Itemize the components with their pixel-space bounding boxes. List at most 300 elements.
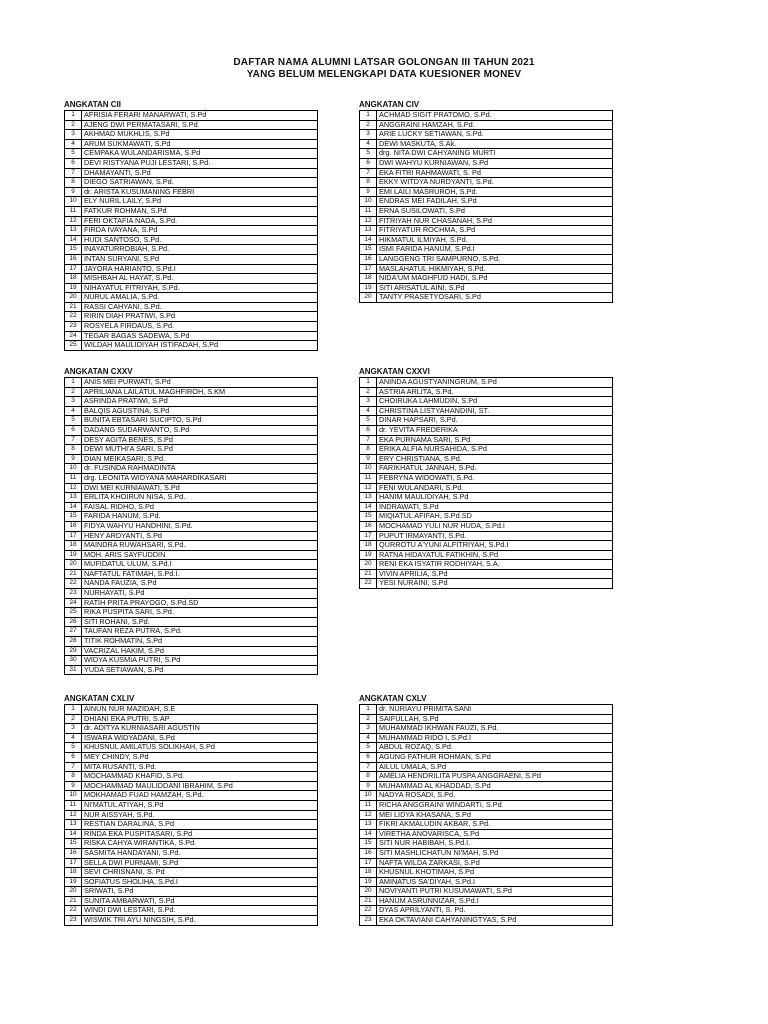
table-row <box>360 800 613 810</box>
row-number: 25 <box>65 608 82 618</box>
table-row <box>360 877 613 887</box>
alumni-name: SRIWATI, S.Pd <box>82 887 318 897</box>
table-row <box>65 887 318 897</box>
table-row <box>65 772 318 782</box>
row-number: 18 <box>360 274 377 284</box>
alumni-name: JAYORA HARIANTO, S.Pd.I <box>82 264 318 274</box>
row-number: 16 <box>360 521 377 531</box>
table-row <box>65 733 318 743</box>
row-number: 17 <box>360 858 377 868</box>
table-row <box>360 560 613 570</box>
alumni-name: INTAN SURYANI, S.Pd <box>82 254 318 264</box>
table-row <box>360 111 613 121</box>
section-angkatan-cxliv <box>64 694 318 926</box>
alumni-name: FITRIYAH NUR CHASANAH, S.Pd <box>377 216 613 226</box>
table-row <box>65 197 318 207</box>
row-number: 19 <box>360 877 377 887</box>
row-number: 31 <box>65 665 82 675</box>
table-row <box>65 226 318 236</box>
alumni-name: SASMITA HANDAYANI, S.Pd. <box>82 848 318 858</box>
alumni-name: AKHMAD MUKHLIS, S.Pd <box>82 130 318 140</box>
row-number: 2 <box>65 120 82 130</box>
alumni-name: RATNA HIDAYATUL FATIKHIN, S.Pd <box>377 550 613 560</box>
row-number: 16 <box>360 848 377 858</box>
table-row <box>65 331 318 341</box>
table-row <box>65 656 318 666</box>
table-row <box>360 752 613 762</box>
row-number: 23 <box>65 916 82 926</box>
row-number: 6 <box>65 425 82 435</box>
table-row <box>360 445 613 455</box>
row-number: 13 <box>360 820 377 830</box>
table-row <box>65 608 318 618</box>
table-row <box>65 579 318 589</box>
alumni-name: drg. NITA DWI CAHYANING MURTI <box>377 149 613 159</box>
table-row <box>360 216 613 226</box>
alumni-name: FITRIYATUR ROCHMA, S.Pd <box>377 226 613 236</box>
row-number: 7 <box>65 168 82 178</box>
table-row <box>360 762 613 772</box>
alumni-name: EMI LAILI MASRUROH, S.Pd. <box>377 187 613 197</box>
alumni-name: TITIK ROHMATIN, S.Pd <box>82 637 318 647</box>
alumni-name: CHRISTINA LISTYAHANDINI, ST. <box>377 406 613 416</box>
alumni-name: RENI EKA ISYATIR RODHIYAH, S.A. <box>377 560 613 570</box>
alumni-name: AMELIA HENDRILITA PUSPA ANGGRAENI, S.Pd <box>377 772 613 782</box>
row-number: 18 <box>65 868 82 878</box>
alumni-name: DWI MEI KURNIAWATI, S.Pd <box>82 483 318 493</box>
table-row <box>360 187 613 197</box>
alumni-name: RIKA PUSPITA SARI, S.Pd. <box>82 608 318 618</box>
row-number: 13 <box>65 493 82 503</box>
table-row <box>65 646 318 656</box>
row-number: 9 <box>360 781 377 791</box>
row-number: 8 <box>65 178 82 188</box>
row-number: 21 <box>65 569 82 579</box>
row-number: 15 <box>65 512 82 522</box>
alumni-name: FIDYA WAHYU HANDHINI, S.Pd. <box>82 521 318 531</box>
row-number: 23 <box>65 322 82 332</box>
table-row <box>360 550 613 560</box>
alumni-name: NI'MATUL ATIYAH, S.Pd <box>82 800 318 810</box>
table-row <box>360 541 613 551</box>
row-number: 12 <box>360 483 377 493</box>
table-row <box>65 245 318 255</box>
table-row <box>360 168 613 178</box>
alumni-name: EKA OKTAVIANI CAHYANINGTYAS, S.Pd <box>377 916 613 926</box>
alumni-table <box>359 377 613 589</box>
table-row <box>65 541 318 551</box>
row-number: 3 <box>65 724 82 734</box>
table-row <box>65 264 318 274</box>
row-number: 12 <box>360 810 377 820</box>
table-row <box>65 589 318 599</box>
row-number: 13 <box>360 493 377 503</box>
alumni-name: FAISAL RIDHO, S.Pd <box>82 502 318 512</box>
alumni-name: ERLITA KHOIRUN NISA, S.Pd. <box>82 493 318 503</box>
section-heading: ANGKATAN CIV <box>359 100 420 109</box>
table-row <box>65 714 318 724</box>
alumni-name: DIAN MEIKASARI, S.Pd. <box>82 454 318 464</box>
alumni-name: DESY AGITA BENES, S.Pd <box>82 435 318 445</box>
row-number: 13 <box>360 226 377 236</box>
table-row <box>360 493 613 503</box>
table-row <box>360 206 613 216</box>
row-number: 18 <box>360 541 377 551</box>
row-number: 23 <box>65 589 82 599</box>
table-row <box>360 579 613 589</box>
row-number: 26 <box>65 617 82 627</box>
alumni-name: MISHBAH AL HAYAT, S.Pd. <box>82 274 318 284</box>
alumni-name: EKKY WITDYA NURDYANTI, S.Pd. <box>377 178 613 188</box>
table-row <box>65 829 318 839</box>
section-angkatan-cxxvi <box>359 367 613 589</box>
alumni-name: DEVI RISTYANA PUJI LESTARI, S.Pd. <box>82 158 318 168</box>
row-number: 2 <box>360 120 377 130</box>
alumni-name: FARIKHATUL JANNAH, S.Pd. <box>377 464 613 474</box>
section-heading: ANGKATAN CXXV <box>64 367 133 376</box>
table-row <box>360 425 613 435</box>
table-row <box>360 406 613 416</box>
row-number: 9 <box>65 454 82 464</box>
table-row <box>360 829 613 839</box>
table-row <box>65 283 318 293</box>
row-number: 18 <box>65 541 82 551</box>
alumni-name: DEWI MASKUTA, S.Ak. <box>377 139 613 149</box>
alumni-name: SEVI CHRISNANI, S. Pd <box>82 868 318 878</box>
row-number: 3 <box>360 130 377 140</box>
table-row <box>360 139 613 149</box>
table-row <box>360 149 613 159</box>
alumni-name: MEY CHINDY, S.Pd <box>82 752 318 762</box>
alumni-name: TEGAR BAGAS SADEWA, S.Pd <box>82 331 318 341</box>
row-number: 16 <box>65 521 82 531</box>
alumni-name: FEBRYNA WIDOWATI, S.Pd. <box>377 473 613 483</box>
table-row <box>65 839 318 849</box>
row-number: 9 <box>360 454 377 464</box>
alumni-name: EKA PURNAMA SARI, S.Pd <box>377 435 613 445</box>
table-row <box>65 493 318 503</box>
alumni-name: dr. ARISTA KUSUMANING FEBRI <box>82 187 318 197</box>
table-row <box>360 887 613 897</box>
row-number: 7 <box>360 762 377 772</box>
table-row <box>360 781 613 791</box>
alumni-name: MUHAMMAD RIDO I, S.Pd.I <box>377 733 613 743</box>
alumni-name: DEWI MUTHI'A SARI, S.Pd <box>82 445 318 455</box>
alumni-name: LANGGENG TRI SAMPURNO, S.Pd. <box>377 254 613 264</box>
row-number: 17 <box>65 858 82 868</box>
row-number: 12 <box>65 216 82 226</box>
alumni-name: FARIDA HANUM, S.Pd. <box>82 512 318 522</box>
alumni-name: ERNA SUSILOWATI, S.Pd <box>377 206 613 216</box>
table-row <box>360 235 613 245</box>
row-number: 19 <box>360 283 377 293</box>
alumni-name: ANGGRAINI HAMZAH, S.Pd. <box>377 120 613 130</box>
row-number: 8 <box>360 445 377 455</box>
row-number: 18 <box>360 868 377 878</box>
row-number: 2 <box>360 714 377 724</box>
table-row <box>360 714 613 724</box>
table-row <box>65 569 318 579</box>
row-number: 10 <box>360 464 377 474</box>
row-number: 9 <box>65 187 82 197</box>
row-number: 20 <box>65 887 82 897</box>
table-row <box>65 810 318 820</box>
row-number: 12 <box>360 216 377 226</box>
table-row <box>65 454 318 464</box>
row-number: 19 <box>65 550 82 560</box>
table-row <box>65 416 318 426</box>
alumni-name: dr. YEVITA FREDERIKA <box>377 425 613 435</box>
alumni-name: ENDRAS MEI FADILAH, S.Pd <box>377 197 613 207</box>
row-number: 21 <box>65 896 82 906</box>
section-heading: ANGKATAN CXLIV <box>64 694 135 703</box>
table-row <box>65 724 318 734</box>
row-number: 22 <box>65 312 82 322</box>
row-number: 18 <box>65 274 82 284</box>
row-number: 1 <box>65 111 82 121</box>
row-number: 1 <box>360 111 377 121</box>
alumni-name: MUHAMMAD AL KHADDAD, S.Pd <box>377 781 613 791</box>
alumni-name: FIKRI AKMALUDIN AKBAR, S.Pd. <box>377 820 613 830</box>
row-number: 20 <box>360 887 377 897</box>
row-number: 2 <box>360 387 377 397</box>
row-number: 6 <box>360 158 377 168</box>
table-row <box>360 254 613 264</box>
row-number: 24 <box>65 598 82 608</box>
row-number: 13 <box>65 820 82 830</box>
table-row <box>360 502 613 512</box>
row-number: 16 <box>65 848 82 858</box>
row-number: 22 <box>360 579 377 589</box>
alumni-name: DYAS APRILYANTI, S. Pd. <box>377 906 613 916</box>
row-number: 4 <box>65 406 82 416</box>
alumni-name: NAFTA WILDA ZARKASI, S.Pd <box>377 858 613 868</box>
row-number: 14 <box>65 235 82 245</box>
section-angkatan-cii <box>64 100 318 351</box>
row-number: 29 <box>65 646 82 656</box>
alumni-name: QURROTU A'YUNI ALFITRIYAH, S.Pd.I <box>377 541 613 551</box>
row-number: 14 <box>360 502 377 512</box>
row-number: 15 <box>360 245 377 255</box>
table-row <box>65 302 318 312</box>
alumni-table <box>64 704 318 926</box>
row-number: 17 <box>65 531 82 541</box>
row-number: 6 <box>65 752 82 762</box>
section-heading: ANGKATAN CXLV <box>359 694 427 703</box>
row-number: 10 <box>360 791 377 801</box>
alumni-name: AFRISIA FERARI MANARWATI, S.Pd <box>82 111 318 121</box>
table-row <box>360 820 613 830</box>
table-row <box>360 378 613 388</box>
table-row <box>360 416 613 426</box>
table-row <box>65 916 318 926</box>
row-number: 17 <box>65 264 82 274</box>
alumni-name: BUNITA EBTASARI SUCIPTO, S.Pd <box>82 416 318 426</box>
table-row <box>65 111 318 121</box>
table-row <box>65 178 318 188</box>
alumni-name: PUPUT IRMAYANTI, S.Pd. <box>377 531 613 541</box>
alumni-name: ARUM SUKMAWATI, S.Pd <box>82 139 318 149</box>
row-number: 13 <box>65 226 82 236</box>
document-title <box>0 57 768 81</box>
alumni-name: HIKMATUL ILMIYAH, S.Pd. <box>377 235 613 245</box>
table-row <box>360 724 613 734</box>
row-number: 7 <box>65 435 82 445</box>
row-number: 12 <box>65 483 82 493</box>
table-row <box>65 705 318 715</box>
table-row <box>65 521 318 531</box>
alumni-name: INDRAWATI, S.Pd <box>377 502 613 512</box>
alumni-name: KHUSNUL KHOTIMAH, S.Pd <box>377 868 613 878</box>
row-number: 6 <box>65 158 82 168</box>
alumni-name: ROSYELA FIRDAUS, S.Pd. <box>82 322 318 332</box>
table-row <box>360 772 613 782</box>
table-row <box>65 139 318 149</box>
alumni-name: SUNITA AMBARWATI, S.Pd <box>82 896 318 906</box>
row-number: 8 <box>360 178 377 188</box>
alumni-name: NURUL AMALIA, S.Pd. <box>82 293 318 303</box>
alumni-name: dr. ADITYA KURNIASARI AGUSTIN <box>82 724 318 734</box>
alumni-name: AINUN NUR MAZIDAH, S.E <box>82 705 318 715</box>
row-number: 19 <box>360 550 377 560</box>
table-row <box>360 197 613 207</box>
row-number: 4 <box>360 139 377 149</box>
row-number: 7 <box>65 762 82 772</box>
row-number: 14 <box>360 829 377 839</box>
table-row <box>65 473 318 483</box>
section-heading: ANGKATAN CII <box>64 100 122 109</box>
table-row <box>360 858 613 868</box>
alumni-name: DHIANI EKA PUTRI, S.AP <box>82 714 318 724</box>
table-row <box>65 502 318 512</box>
table-row <box>65 896 318 906</box>
row-number: 16 <box>360 254 377 264</box>
alumni-name: MITA RUSANTI, S.Pd. <box>82 762 318 772</box>
row-number: 15 <box>360 512 377 522</box>
row-number: 6 <box>360 752 377 762</box>
row-number: 1 <box>65 705 82 715</box>
alumni-name: HUDI SANTOSO, S.Pd. <box>82 235 318 245</box>
alumni-name: SITI MASHLICHATUN NI'MAH, S.Pd <box>377 848 613 858</box>
row-number: 17 <box>360 531 377 541</box>
table-row <box>360 483 613 493</box>
table-row <box>360 130 613 140</box>
table-row <box>360 387 613 397</box>
alumni-name: RISKA CAHYA WIRANTIKA, S.Pd. <box>82 839 318 849</box>
table-row <box>65 149 318 159</box>
row-number: 1 <box>360 378 377 388</box>
table-row <box>65 483 318 493</box>
table-row <box>360 473 613 483</box>
row-number: 4 <box>360 733 377 743</box>
alumni-name: DADANG SUDARWANTO, S.Pd <box>82 425 318 435</box>
row-number: 21 <box>360 896 377 906</box>
alumni-name: NIHAYATUL FITRIYAH, S.Pd. <box>82 283 318 293</box>
table-row <box>360 178 613 188</box>
table-row <box>65 274 318 284</box>
alumni-name: DHAMAYANTI, S.Pd <box>82 168 318 178</box>
table-row <box>360 531 613 541</box>
alumni-name: MOCHAMAD YULI NUR HUDA, S.Pd.I <box>377 521 613 531</box>
alumni-name: HANUM ASRUNNIZAR, S.Pd.I <box>377 896 613 906</box>
alumni-name: VACRIZAL HAKIM, S.Pd <box>82 646 318 656</box>
alumni-name: CEMPAKA WULANDARISMA, S.Pd <box>82 149 318 159</box>
row-number: 7 <box>360 168 377 178</box>
table-row <box>65 464 318 474</box>
row-number: 5 <box>65 149 82 159</box>
alumni-name: ASRINDA PRATIWI, S.Pd <box>82 397 318 407</box>
section-angkatan-cxxv <box>64 367 318 675</box>
table-row <box>360 454 613 464</box>
alumni-name: MOCHAMMAD MAULIDDANI IBRAHIM, S.Pd <box>82 781 318 791</box>
row-number: 20 <box>65 293 82 303</box>
row-number: 10 <box>65 464 82 474</box>
alumni-name: WIDYA KUSMIA PUTRI, S.Pd <box>82 656 318 666</box>
alumni-name: YUDA SETIAWAN, S.Pd <box>82 665 318 675</box>
row-number: 15 <box>360 839 377 849</box>
alumni-name: RINDA EKA PUSPITASARI, S.Pd <box>82 829 318 839</box>
table-row <box>360 283 613 293</box>
table-row <box>65 435 318 445</box>
table-row <box>360 848 613 858</box>
alumni-table <box>64 110 318 351</box>
alumni-name: FIRDA IVAYANA, S.Pd <box>82 226 318 236</box>
row-number: 5 <box>65 743 82 753</box>
row-number: 3 <box>360 724 377 734</box>
table-row <box>65 791 318 801</box>
alumni-name: SITI ARISATUL AINI, S.Pd <box>377 283 613 293</box>
row-number: 1 <box>360 705 377 715</box>
alumni-name: YESI NURAINI, S.Pd <box>377 579 613 589</box>
alumni-name: MUFIDATUL ULUM, S.Pd.I <box>82 560 318 570</box>
row-number: 4 <box>360 406 377 416</box>
alumni-name: EKA FITRI RAHMAWATI, S. Pd <box>377 168 613 178</box>
table-row <box>360 245 613 255</box>
alumni-name: ANIS MEI PURWATI, S.Pd <box>82 378 318 388</box>
table-row <box>65 168 318 178</box>
table-row <box>65 187 318 197</box>
table-row <box>65 531 318 541</box>
row-number: 11 <box>65 800 82 810</box>
table-row <box>360 743 613 753</box>
row-number: 3 <box>360 397 377 407</box>
alumni-name: VIRETHA ANOVARISCA, S.Pd <box>377 829 613 839</box>
alumni-name: MIQIATUL AFIFAH, S.Pd.SD <box>377 512 613 522</box>
alumni-name: TAUFAN REZA PUTRA, S.Pd. <box>82 627 318 637</box>
table-row <box>360 733 613 743</box>
table-row <box>360 264 613 274</box>
alumni-name: AGUNG FATHUR ROHMAN, S.Pd <box>377 752 613 762</box>
alumni-table <box>359 704 613 926</box>
alumni-name: AJENG DWI PERMATASARI, S.Pd <box>82 120 318 130</box>
row-number: 30 <box>65 656 82 666</box>
table-row <box>360 906 613 916</box>
row-number: 19 <box>65 877 82 887</box>
alumni-name: VIVIN APRILIA, S.Pd <box>377 569 613 579</box>
alumni-name: ISMI FARIDA HANUM, S.Pd.I <box>377 245 613 255</box>
alumni-name: NURHAYATI, S.Pd <box>82 589 318 599</box>
alumni-name: dr. FUSINDA RAHMADINTA <box>82 464 318 474</box>
row-number: 20 <box>65 560 82 570</box>
row-number: 21 <box>360 569 377 579</box>
row-number: 10 <box>360 197 377 207</box>
row-number: 5 <box>360 149 377 159</box>
table-row <box>65 158 318 168</box>
table-row <box>65 387 318 397</box>
alumni-name: RICHA ANGGRAINI WINDARTI, S.Pd <box>377 800 613 810</box>
table-row <box>360 839 613 849</box>
alumni-name: MAINDRA RUWAHSARI, S.Pd. <box>82 541 318 551</box>
